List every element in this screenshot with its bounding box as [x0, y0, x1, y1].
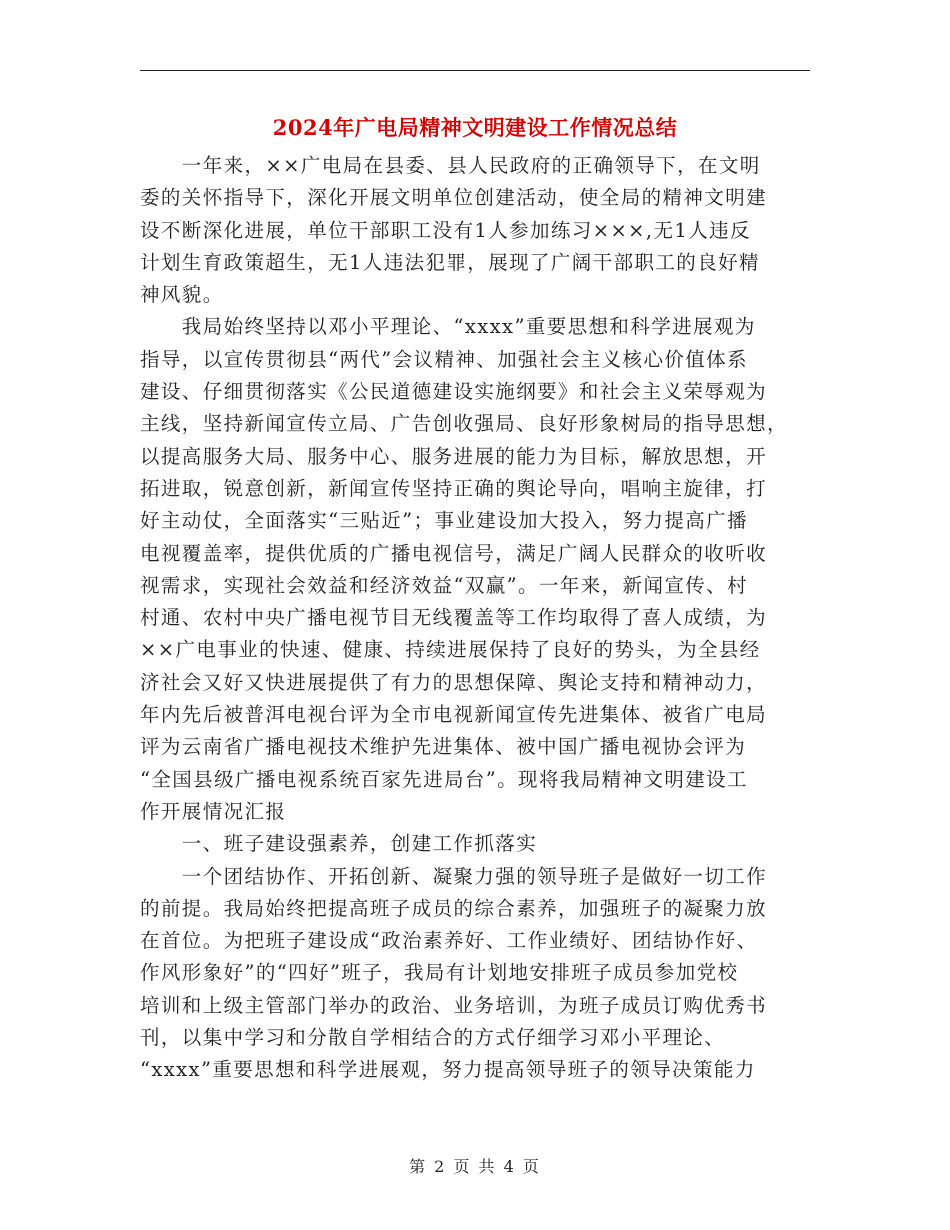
body-line: 培训和上级主管部门举办的政治、业务培训，为班子成员订购优秀书	[140, 993, 768, 1017]
body-line: 年内先后被普洱电视台评为全市电视新闻宣传先进集体、被省广电局	[140, 703, 768, 727]
body-line: 在首位。为把班子建设成“政治素养好、工作业绩好、团结协作好、	[140, 929, 758, 953]
body-line: 作风形象好”的“四好”班子，我局有计划地安排班子成员参加党校	[140, 961, 739, 985]
body-line: 建设、仔细贯彻落实《公民道德建设实施纲要》和社会主义荣辱观为	[140, 380, 768, 404]
body-line: 的前提。我局始终把提高班子成员的综合素养，加强班子的凝聚力放	[140, 896, 768, 920]
body-line: 评为云南省广播电视技术维护先进集体、被中国广播电视协会评为	[140, 735, 747, 759]
body-line: “全国县级广播电视系统百家先进局台”。现将我局精神文明建设工	[140, 767, 748, 791]
body-line: 作开展情况汇报	[140, 799, 287, 823]
body-line: 电视覆盖率，提供优质的广播电视信号，满足广阔人民群众的收听收	[140, 541, 768, 565]
body-line: 济社会又好又快进展提供了有力的思想保障、舆论支持和精神动力，	[140, 670, 768, 694]
body-line: 神风貌。	[140, 283, 224, 307]
body-line: 好主动仗，全面落实“三贴近”；事业建设加大投入，努力提高广播	[140, 509, 748, 533]
body-line: 拓进取，锐意创新，新闻宣传坚持正确的舆论导向，唱响主旋律，打	[140, 476, 768, 500]
document-title: 2024年广电局精神文明建设工作情况总结	[272, 115, 678, 140]
body-line: 一个团结协作、开拓创新、凝聚力强的领导班子是做好一切工作	[140, 864, 768, 888]
body-line: 一年来，××广电局在县委、县人民政府的正确领导下，在文明	[140, 154, 761, 177]
body-line: 主线，坚持新闻宣传立局、广告创收强局、良好形象树局的指导思想，	[140, 412, 788, 436]
body-line: 以提高服务大局、服务中心、服务进展的能力为目标，解放思想，开	[140, 444, 768, 468]
body-line: ××广电事业的快速、健康、持续进展保持了良好的势头，为全县经	[140, 638, 761, 662]
body-line: 计划生育政策超生，无1人违法犯罪，展现了广阔干部职工的良好精	[140, 250, 760, 274]
body-line: 视需求，实现社会效益和经济效益“双赢”。一年来，新闻宣传、村	[140, 573, 748, 597]
body-line: 设不断深化进展，单位干部职工没有1人参加练习×××,无1人违反	[140, 218, 751, 242]
body-line: 指导，以宣传贯彻县“两代”会议精神、加强社会主义核心价值体系	[140, 347, 748, 371]
body-line: “xxxx”重要思想和科学进展观，努力提高领导班子的领导决策能力	[140, 1058, 756, 1082]
page-footer: 第 2 页 共 4 页	[409, 1157, 541, 1176]
body-line: 委的关怀指导下，深化开展文明单位创建活动，使全局的精神文明建	[140, 186, 768, 210]
document-body	[140, 150, 810, 1087]
body-line: 一、班子建设强素养，创建工作抓落实	[140, 832, 538, 856]
body-line: 我局始终坚持以邓小平理论、“xxxx”重要思想和科学进展观为	[140, 315, 756, 339]
body-line: 刊，以集中学习和分散自学相结合的方式仔细学习邓小平理论、	[140, 1026, 726, 1050]
header-rule	[140, 70, 810, 71]
body-line: 村通、农村中央广播电视节目无线覆盖等工作均取得了喜人成绩，为	[140, 606, 768, 630]
